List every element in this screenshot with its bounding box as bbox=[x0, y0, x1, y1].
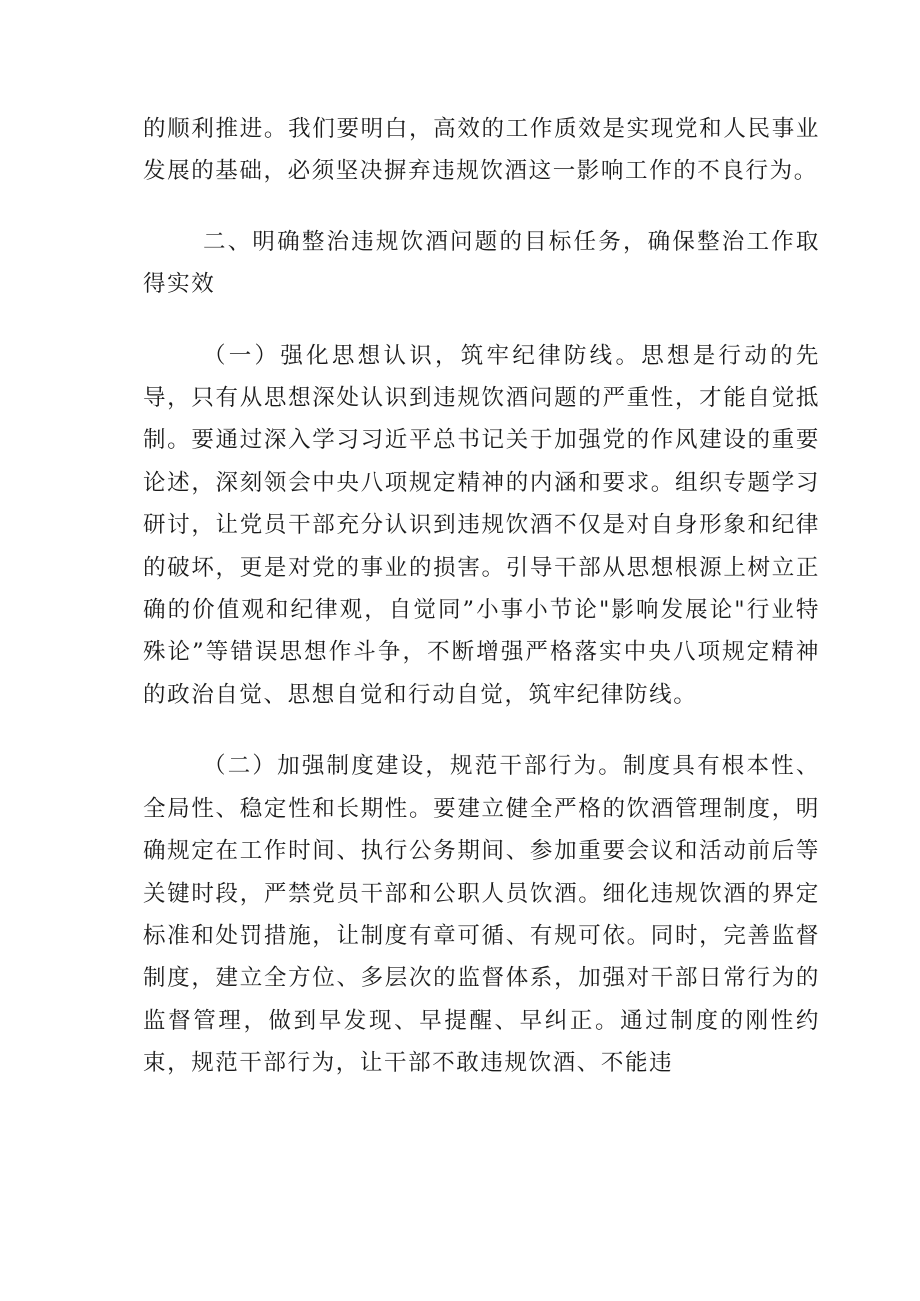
paragraph-continuation: 的顺利推进。我们要明白，高效的工作质效是实现党和人民事业发展的基础，必须坚决摒弃违规饮酒这一影响工作的不良行为。 bbox=[143, 116, 820, 185]
paragraph-item-2: （二）加强制度建设，规范干部行为。制度具有根本性、全局性、稳定性和长期性。要建立健全严格的饮酒管理制度，明确规定在工作时间、执行公务期间、参加重要会议和活动前后等关键时段，严禁党员干部和公职人员饮酒。细化违规饮酒的界定标准和处罚措施，让制度有章可循、有规可依。同时，完善监督制度，建立全方位、多层次的监督体系，加强对干部日常行为的监督管理，做到早发现、早提醒、早纠正。通过制度的刚性约束，规范干部行为，让干部不敢违规饮酒、不能违 bbox=[143, 753, 820, 1077]
section-heading: 二、明确整治违规饮酒问题的目标任务，确保整治工作取得实效 bbox=[143, 228, 820, 298]
paragraph-item-1: （一）强化思想认识，筑牢纪律防线。思想是行动的先导，只有从思想深处认识到违规饮酒问题的严重性，才能自觉抵制。要通过深入学习习近平总书记关于加强党的作风建设的重要论述，深刻领会中央八项规定精神的内涵和要求。组织专题学习研讨，让党员干部充分认识到违规饮酒不仅是对自身形象和纪律的破坏，更是对党的事业的损害。引导干部从思想根源上树立正确的价值观和纪律观，自觉同”小事小节论"影响发展论"行业特殊论”等错误思想作斗争，不断增强严格落实中央八项规定精神的政治自觉、思想自觉和行动自觉，筑牢纪律防线。 bbox=[143, 342, 820, 708]
